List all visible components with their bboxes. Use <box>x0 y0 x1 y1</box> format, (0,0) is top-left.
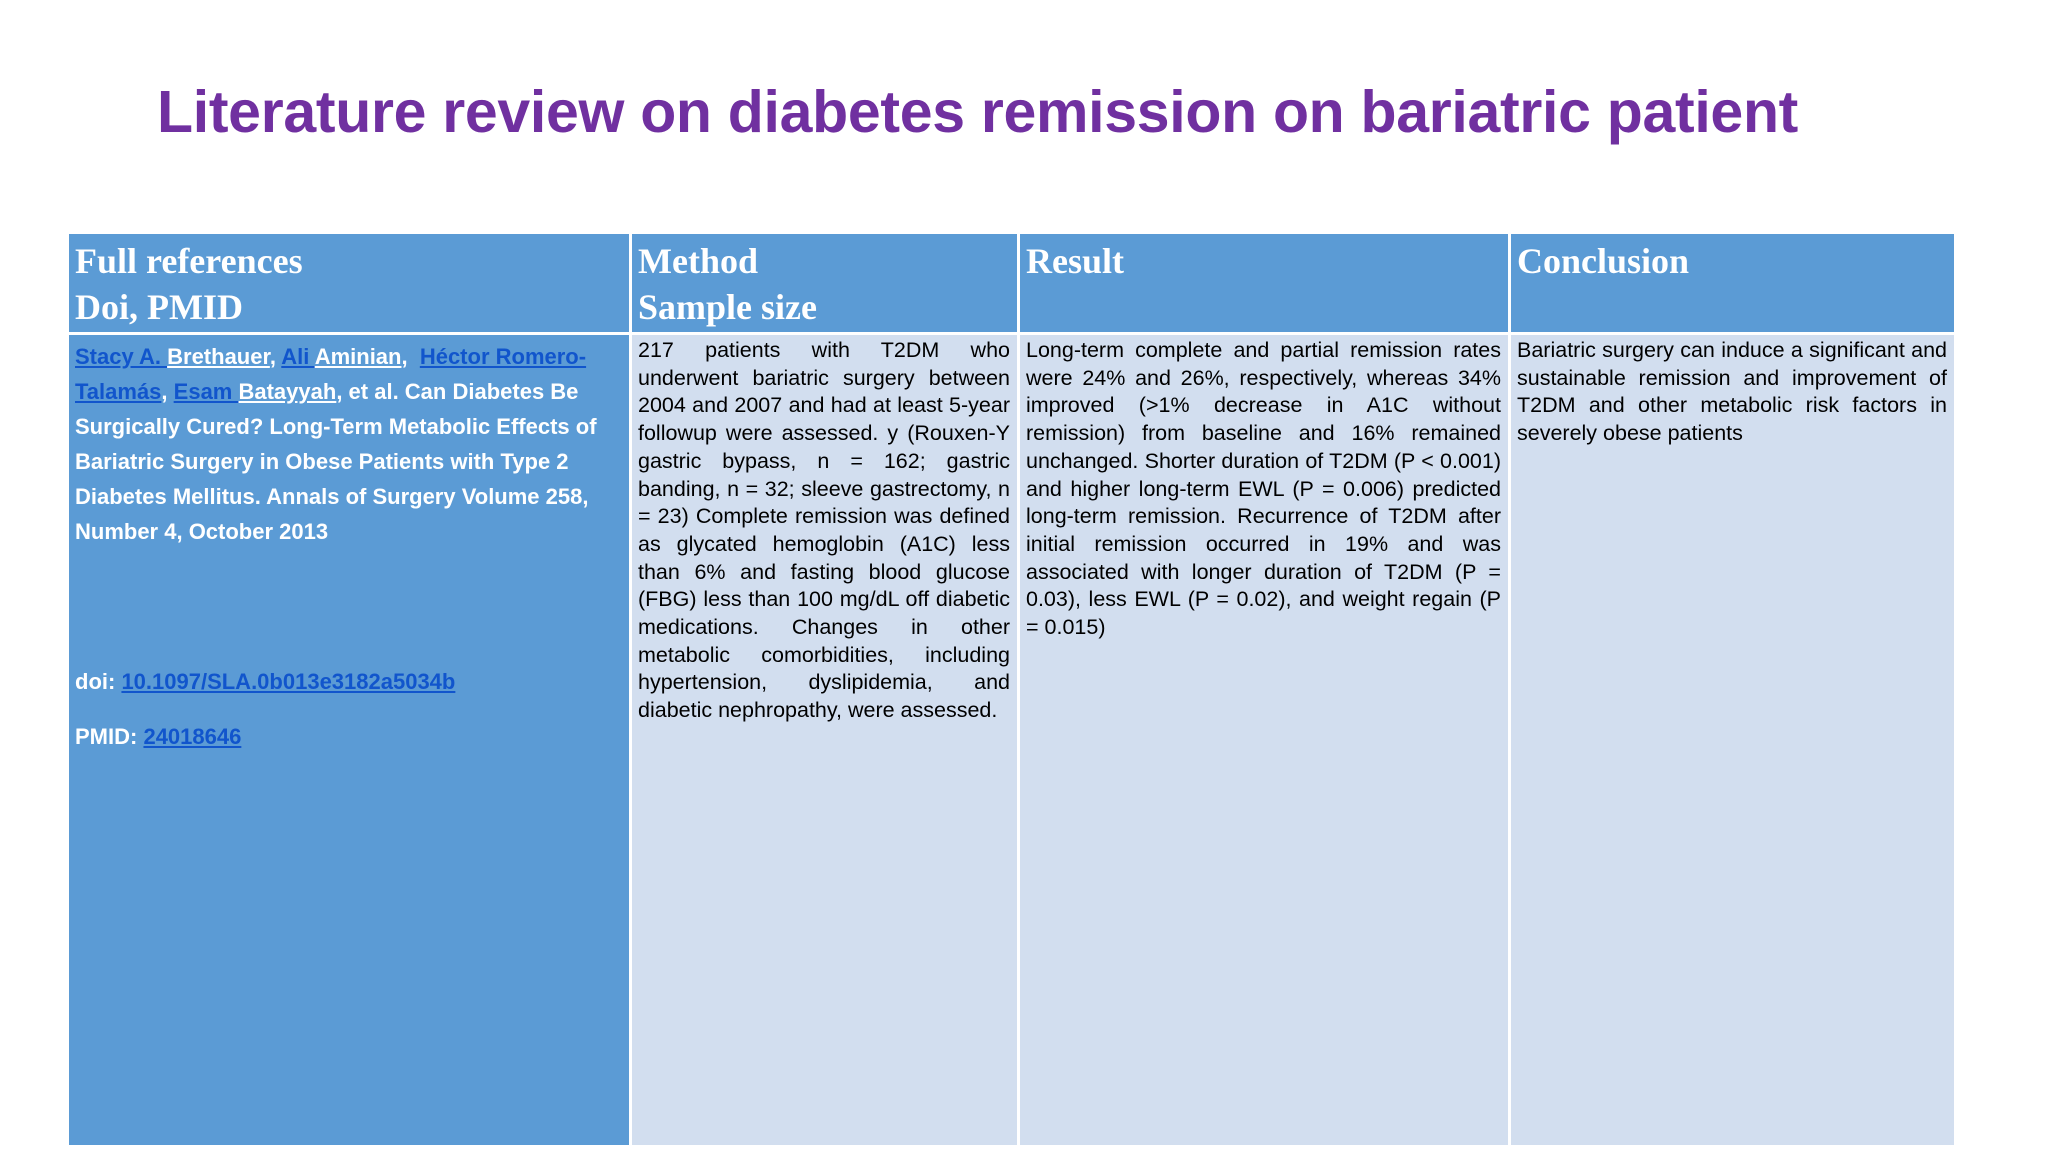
author-separator-1: , <box>269 344 282 369</box>
header-conclusion-line-1: Conclusion <box>1517 241 1690 281</box>
author-separator-2: , <box>401 344 420 369</box>
table-header-row <box>68 233 1956 334</box>
header-conclusion <box>1510 233 1956 334</box>
author-separator-3: , <box>161 379 174 404</box>
reference-cell <box>68 334 631 1147</box>
result-cell: Long-term complete and partial remission rates were 24% and 26%, respectively, whereas 34% improved (>1% decrease in A1C without remission) from baseline and 16% remained unchanged. Shorter duration of T2DM (P < 0.001) and higher long-term EWL (P = 0.006) predicted long-term remission. Recurrence of T2DM after initial remission occurred in 19% and was associated with longer duration of T2DM (P = 0.03), less EWL (P = 0.02), and weight regain (P = 0.015) <box>1019 334 1510 1147</box>
header-result <box>1019 233 1510 334</box>
slide-title: Literature review on diabetes remission on bariatric patient <box>157 79 1799 145</box>
pmid-label: PMID: <box>75 724 144 749</box>
header-method-line-1: Method <box>638 241 758 281</box>
author-link-last-4[interactable]: Batayyah <box>238 379 337 404</box>
header-method <box>631 233 1019 334</box>
header-method-line-2: Sample size <box>638 287 817 327</box>
doi-label: doi: <box>75 669 122 694</box>
author-link-first-2[interactable]: Ali <box>281 344 315 369</box>
author-link-last-1[interactable]: Brethauer <box>167 344 270 369</box>
author-link-first-1[interactable]: Stacy A. <box>75 344 168 369</box>
reference-spacer <box>75 549 607 646</box>
author-link-first-4[interactable]: Esam <box>173 379 239 404</box>
conclusion-cell: Bariatric surgery can induce a significant and sustainable remission and improvement of T2DM and other metabolic risk factors in severely obese patients <box>1510 334 1956 1147</box>
author-link-3[interactable]: Héctor Romero-Talamás <box>75 344 587 404</box>
citation-text: , et al. Can Diabetes Be Surgically Cured? Long-Term Metabolic Effects of Bariatric Surgery in Obese Patients with Type 2 Diabetes Mellitus. Annals of Surgery Volume 258, Number 4, October 2013 <box>75 379 597 544</box>
header-references-line-2: Doi, PMID <box>75 287 243 327</box>
header-references-line-1: Full references <box>75 241 303 281</box>
literature-review-table <box>66 231 1957 1148</box>
pmid-link[interactable]: 24018646 <box>143 724 242 749</box>
doi-link[interactable]: 10.1097/SLA.0b013e3182a5034b <box>121 669 456 694</box>
reference-citation <box>75 339 607 549</box>
table-row <box>68 334 1956 1147</box>
header-result-line-1: Result <box>1026 241 1124 281</box>
author-link-last-2[interactable]: Aminian <box>314 344 402 369</box>
method-cell: 217 patients with T2DM who underwent bariatric surgery between 2004 and 2007 and had at least 5-year followup were assessed. y (Rouxen-Y gastric bypass, n = 162; gastric banding, n = 32; sleeve gastrectomy, n = 23) Complete remission was defined as glycated hemoglobin (A1C) less than 6% and fasting blood glucose (FBG) less than 100 mg/dL off diabetic medications. Changes in other metabolic comorbidities, including hypertension, dyslipidemia, and diabetic nephropathy, were assessed. <box>631 334 1019 1147</box>
pmid-line <box>75 719 607 754</box>
header-references <box>68 233 631 334</box>
doi-line <box>75 664 607 699</box>
